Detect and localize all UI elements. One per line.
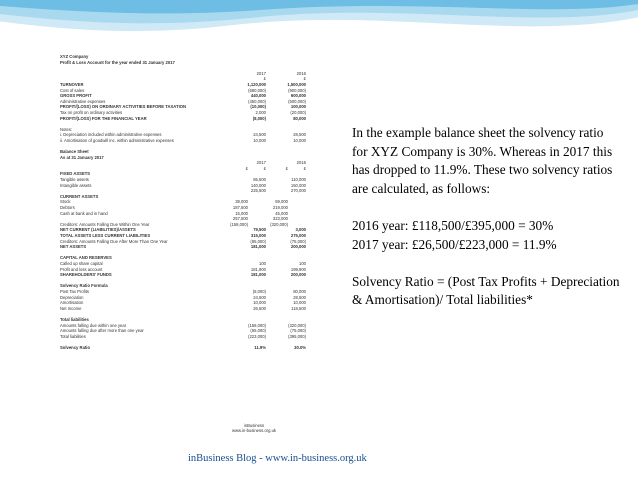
formula-row: Net Income 26,500 118,500 [60,305,306,311]
fixed-row: Tangible assets 85,500 110,000 [60,177,306,183]
pl-row: Cost of sales (680,000) (900,000) [60,87,306,93]
net-row: NET CURRENT (LIABILITIES)/ASSETS 79,500 3,000 [60,227,306,233]
notes-title: Notes: [60,126,73,132]
net-rows [60,227,350,249]
bs-year-2016: 2016 [296,160,306,166]
pl-row: TURNOVER 1,120,000 1,500,000 [60,81,306,87]
formula-title: Solvency Ratio Formula [60,283,108,289]
liabilities-title: Total liabilities [60,316,89,322]
line-2017: 2017 year: £26,500/£223,000 = 11.9% [352,236,557,252]
capital-rows [60,261,350,278]
currency-2: £ [303,76,306,82]
formula-row: Amortisation 10,000 10,000 [60,300,306,306]
financial-statement-document [60,54,350,444]
formula-row: Depreciation 24,500 28,500 [60,294,306,300]
year-2016: 2016 [296,70,306,76]
pl-rows [60,82,350,121]
pl-row: PROFIT/(LOSS) FOR THE FINANCIAL YEAR (8,000) 80,000 [60,115,306,121]
header-wave-decoration [0,0,638,58]
current-row: Cash at bank and in hand 15,000 45,000 [60,210,288,216]
capital-row: Called up share capital 100 100 [60,260,306,266]
pl-row: GROSS PROFIT 440,000 600,000 [60,93,306,99]
pl-row: Administrative expenses (450,000) (500,000) [60,98,306,104]
note-rows [60,132,350,143]
company-name-text: XYZ Company [60,54,89,59]
current-asset-rows [60,199,350,221]
fixed-assets-title: FIXED ASSETS [60,171,91,177]
fixed-row: 225,500 270,000 [250,188,306,194]
pl-title-text: Profit & Loss Account for the year ended 31 January 2017 [60,59,175,65]
bs-currency-1a: £ [245,165,248,171]
pl-row: PROFIT/(LOSS) ON ORDINARY ACTIVITIES BEFORE TAXATION (10,000) 100,000 [60,104,306,110]
capital-title: CAPITAL AND RESERVES [60,255,112,261]
formula-rows [60,289,350,311]
line-2016: 2016 year: £118,500/£395,000 = 30% [352,217,554,233]
liab-row: Total liabilities (223,000) (395,000) [60,333,306,339]
bs-currency-2b: £ [303,165,306,171]
brand-line-2: www.in-business.org.uk [232,428,276,433]
pl-row: Tax on profit on ordinary activities 2,000 (20,000) [60,109,306,115]
footer-link[interactable]: inBusiness Blog - www.in-business.org.uk [188,453,367,464]
fixed-asset-rows [60,177,350,194]
balance-sheet-title: Balance Sheet [60,149,89,155]
pl-title [60,60,350,66]
explanation-text [352,124,622,310]
inbusiness-brand-mark [232,423,276,433]
capital-row: Profit and loss account 181,900 199,900 [60,266,306,272]
note-row: ii. Amortisation of goodwill inc. within administrative expenses 10,000 10,000 [60,137,306,143]
year-2017: 2017 [256,70,266,76]
formula-paragraph: Solvency Ratio = (Post Tax Profits + Depreciation & Amortisation)/ Total liabilities* [352,273,620,308]
creditors-within-row: Creditors: Amounts Falling Due Within One Year (158,000) (320,000) [60,221,288,227]
balance-sheet-subtitle: As at 31 January 2017 [60,154,104,160]
current-row: 257,500 323,000 [232,216,288,222]
formula-row: Post Tax Profits (8,000) 80,000 [60,288,306,294]
current-assets-title: CURRENT ASSETS [60,193,99,199]
fixed-row: Intangible assets 140,000 150,000 [60,182,306,188]
current-row: Debtors 187,500 219,000 [60,205,288,211]
liab-row: Amounts falling due within one year (158,000) (320,000) [60,322,306,328]
capital-row: SHAREHOLDERS' FUNDS 181,000 200,000 [60,272,306,278]
bs-year-2017: 2017 [256,160,266,166]
brand-line-1: inBusiness [243,423,265,428]
net-row: TOTAL ASSETS LESS CURRENT LIABILITIES 315,000 275,000 [60,233,306,238]
net-row: Creditors: Amounts Falling Due After More Than One Year (85,000) (75,000) [60,238,306,244]
bs-currency-1b: £ [263,165,266,171]
net-row: NET ASSETS 181,000 200,000 [60,244,306,250]
note-row: i. Depreciation included within administrative expenses 24,500 28,500 [60,132,306,138]
liability-rows [60,323,350,340]
liab-row: Amounts falling due after more than one year (65,000) (75,000) [60,328,306,334]
currency-1: £ [263,76,266,82]
current-row: Stock 39,000 59,000 [60,199,288,205]
bs-currency-2a: £ [285,165,288,171]
solvency-ratio-row: Solvency Ratio 11.9% 30.0% [60,344,306,350]
intro-paragraph: In the example balance sheet the solvency ratio for XYZ Company is 30%. Whereas in 2017 this has dropped to 11.9%. These two solvency ratios are calculated, as follows: [352,125,613,196]
